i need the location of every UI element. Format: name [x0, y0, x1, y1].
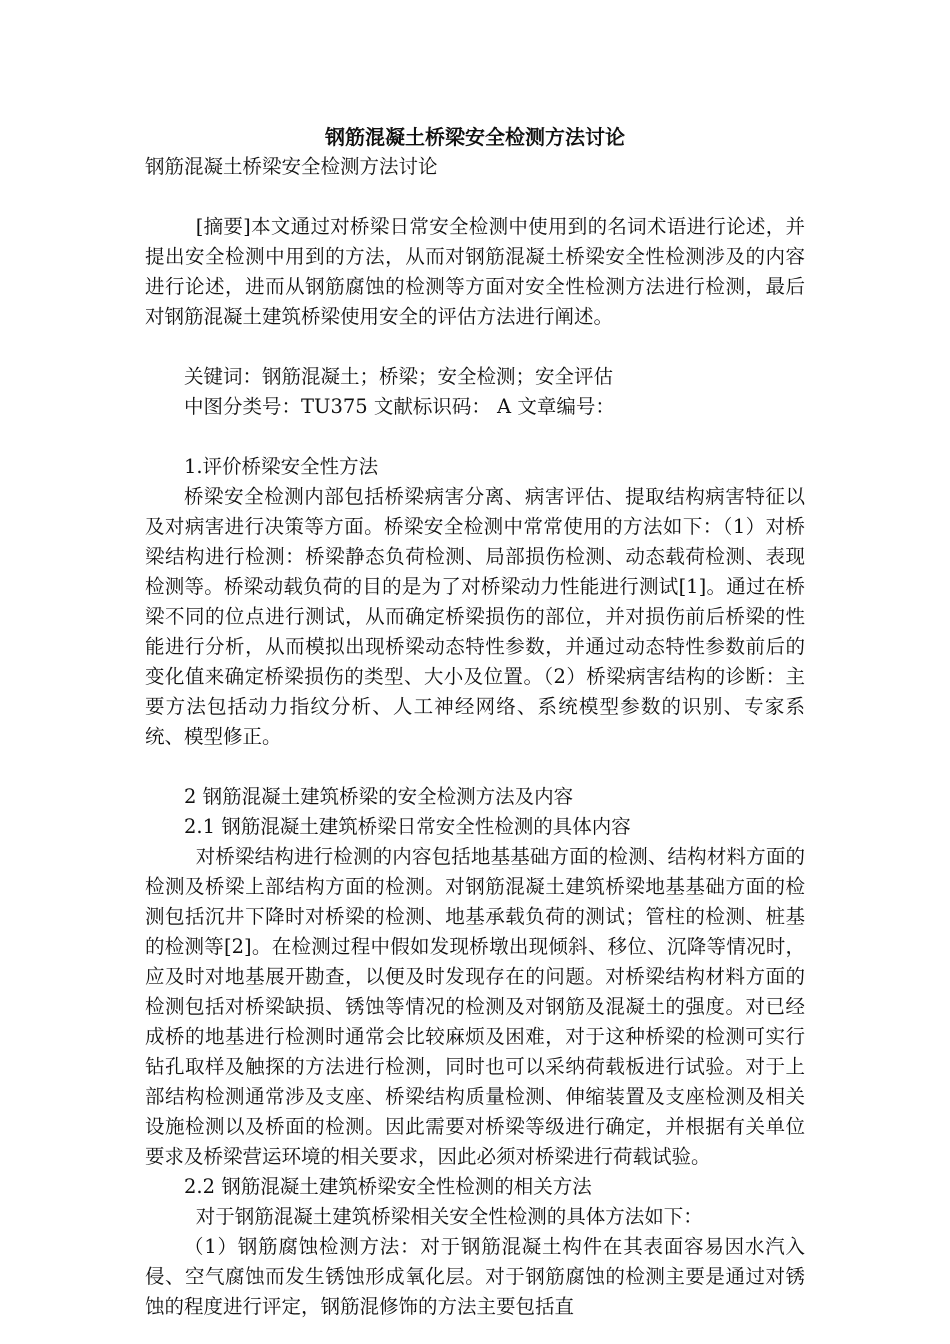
document-subtitle: 钢筋混凝土桥梁安全检测方法讨论: [145, 155, 438, 178]
spacer: [145, 182, 805, 212]
section-1-heading: 1.评价桥梁安全性方法: [184, 455, 379, 478]
spacer: [145, 332, 805, 362]
section-2-2-heading: 2.2 钢筋混凝土建筑桥梁安全性检测的相关方法: [184, 1175, 592, 1198]
spacer: [145, 422, 805, 452]
section-2-2-paragraph: （1）钢筋腐蚀检测方法：对于钢筋混凝土构件在其表面容易因水汽入侵、空气腐蚀而发生锈蚀形成氧化层。对于钢筋腐蚀的检测主要是通过对锈蚀的程度进行评定，钢筋混修饰的方法主要包括直: [145, 1235, 805, 1318]
section-2-1-heading: 2.1 钢筋混凝土建筑桥梁日常安全性检测的具体内容: [184, 815, 631, 838]
classification-line: 中图分类号：TU375 文献标识码： A 文章编号：: [184, 395, 615, 418]
document-title: 钢筋混凝土桥梁安全检测方法讨论: [325, 125, 625, 149]
section-2-2-intro: 对于钢筋混凝土建筑桥梁相关安全性检测的具体方法如下：: [195, 1205, 703, 1228]
spacer: [145, 752, 805, 782]
document-page: [145, 122, 805, 1322]
abstract-paragraph: [摘要]本文通过对桥梁日常安全检测中使用到的名词术语进行论述，并提出安全检测中用到的方法，从而对钢筋混凝土桥梁安全性检测涉及的内容进行论述，进而从钢筋腐蚀的检测等方面对安全性检测方法进行检测，最后对钢筋混凝土建筑桥梁使用安全的评估方法进行阐述。: [145, 215, 805, 328]
section-2-heading: 2 钢筋混凝土建筑桥梁的安全检测方法及内容: [184, 785, 574, 808]
keywords-line: 关键词：钢筋混凝土；桥梁；安全检测；安全评估: [184, 365, 614, 388]
section-2-1-paragraph: 对桥梁结构进行检测的内容包括地基基础方面的检测、结构材料方面的检测及桥梁上部结构方面的检测。对钢筋混凝土建筑桥梁地基基础方面的检测包括沉井下降时对桥梁的检测、地基承载负荷的测试；管柱的检测、桩基的检测等[2]。在检测过程中假如发现桥墩出现倾斜、移位、沉降等情况时，应及时对地基展开勘查，以便及时发现存在的问题。对桥梁结构材料方面的检测包括对桥梁缺损、锈蚀等情况的检测及对钢筋及混凝土的强度。对已经成桥的地基进行检测时通常会比较麻烦及困难，对于这种桥梁的检测可实行钻孔取样及触探的方法进行检测，同时也可以采纳荷载板进行试验。对于上部结构检测通常涉及支座、桥梁结构质量检测、伸缩装置及支座检测及相关设施检测以及桥面的检测。因此需要对桥梁等级进行确定，并根据有关单位要求及桥梁营运环境的相关要求，因此必须对桥梁进行荷载试验。: [145, 845, 805, 1168]
section-1-paragraph: 桥梁安全检测内部包括桥梁病害分离、病害评估、提取结构病害特征以及对病害进行决策等方面。桥梁安全检测中常常使用的方法如下：（1）对桥梁结构进行检测：桥梁静态负荷检测、局部损伤检测、动态载荷检测、表现检测等。桥梁动载负荷的目的是为了对桥梁动力性能进行测试[1]。通过在桥梁不同的位点进行测试，从而确定桥梁损伤的部位，并对损伤前后桥梁的性能进行分析，从而模拟出现桥梁动态特性参数，并通过动态特性参数前后的变化值来确定桥梁损伤的类型、大小及位置。（2）桥梁病害结构的诊断：主要方法包括动力指纹分析、人工神经网络、系统模型参数的识别、专家系统、模型修正。: [145, 485, 805, 748]
